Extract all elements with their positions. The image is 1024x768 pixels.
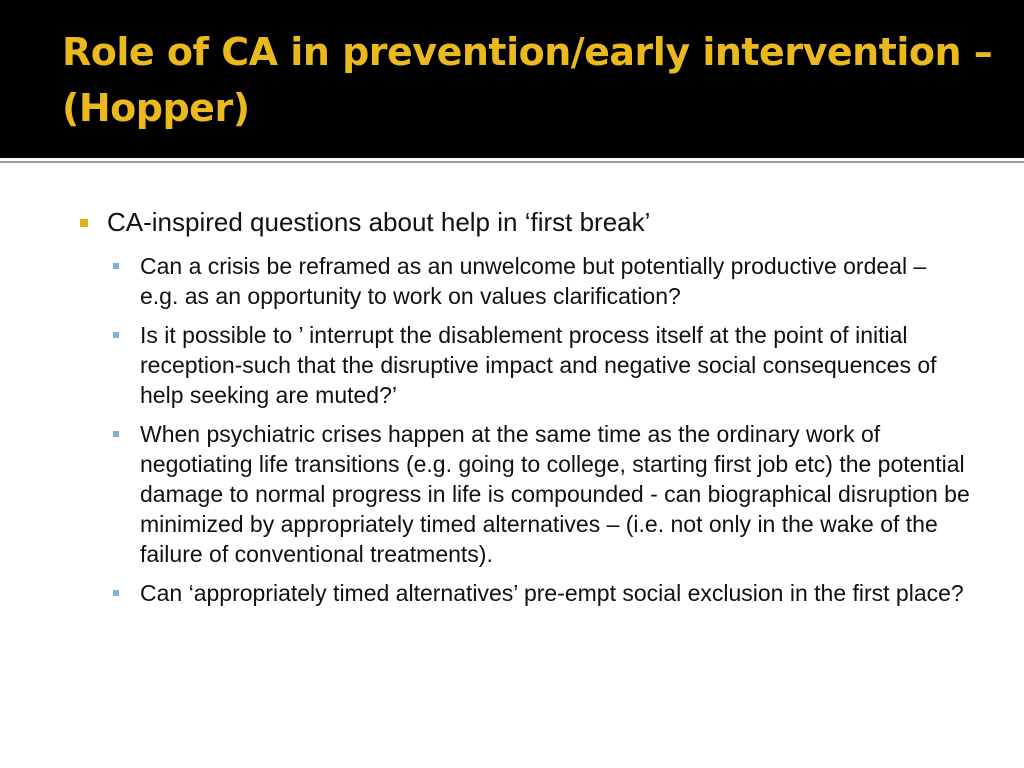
- square-bullet-icon: [113, 332, 119, 338]
- square-bullet-icon: [113, 590, 119, 596]
- square-bullet-icon: [113, 263, 119, 269]
- slide-title: Role of CA in prevention/early intervention – (Hopper): [62, 30, 993, 130]
- bullet-level1-text: CA-inspired questions about help in ‘first break’: [107, 207, 651, 237]
- sub-bullet-list: [0, 251, 1024, 617]
- square-bullet-icon: [80, 219, 88, 227]
- sub-bullet-text: Can a crisis be reframed as an unwelcome but potentially productive ordeal – e.g. as an opportunity to work on values clarification?: [140, 253, 927, 309]
- sub-bullet-item: [0, 419, 1024, 569]
- title-divider: [0, 161, 1024, 163]
- slide-content: [0, 195, 1024, 755]
- square-bullet-icon: [113, 431, 119, 437]
- sub-bullet-item: [0, 320, 1024, 410]
- sub-bullet-item: [0, 578, 1024, 608]
- title-bar: [0, 0, 1024, 158]
- sub-bullet-text: Is it possible to ’ interrupt the disablement process itself at the point of initial reception-such that the disruptive impact and negative social consequences of help seeking are muted?’: [140, 322, 937, 408]
- sub-bullet-item: [0, 251, 1024, 311]
- sub-bullet-text: Can ‘appropriately timed alternatives’ pre-empt social exclusion in the first place?: [140, 580, 964, 606]
- sub-bullet-text: When psychiatric crises happen at the same time as the ordinary work of negotiating life transitions (e.g. going to college, starting first job etc) the potential damage to normal progress in life is compounded - can biographical disruption be minimized by appropriately timed alternatives – (i.e. not only in the wake of the failure of conventional treatments).: [140, 421, 970, 567]
